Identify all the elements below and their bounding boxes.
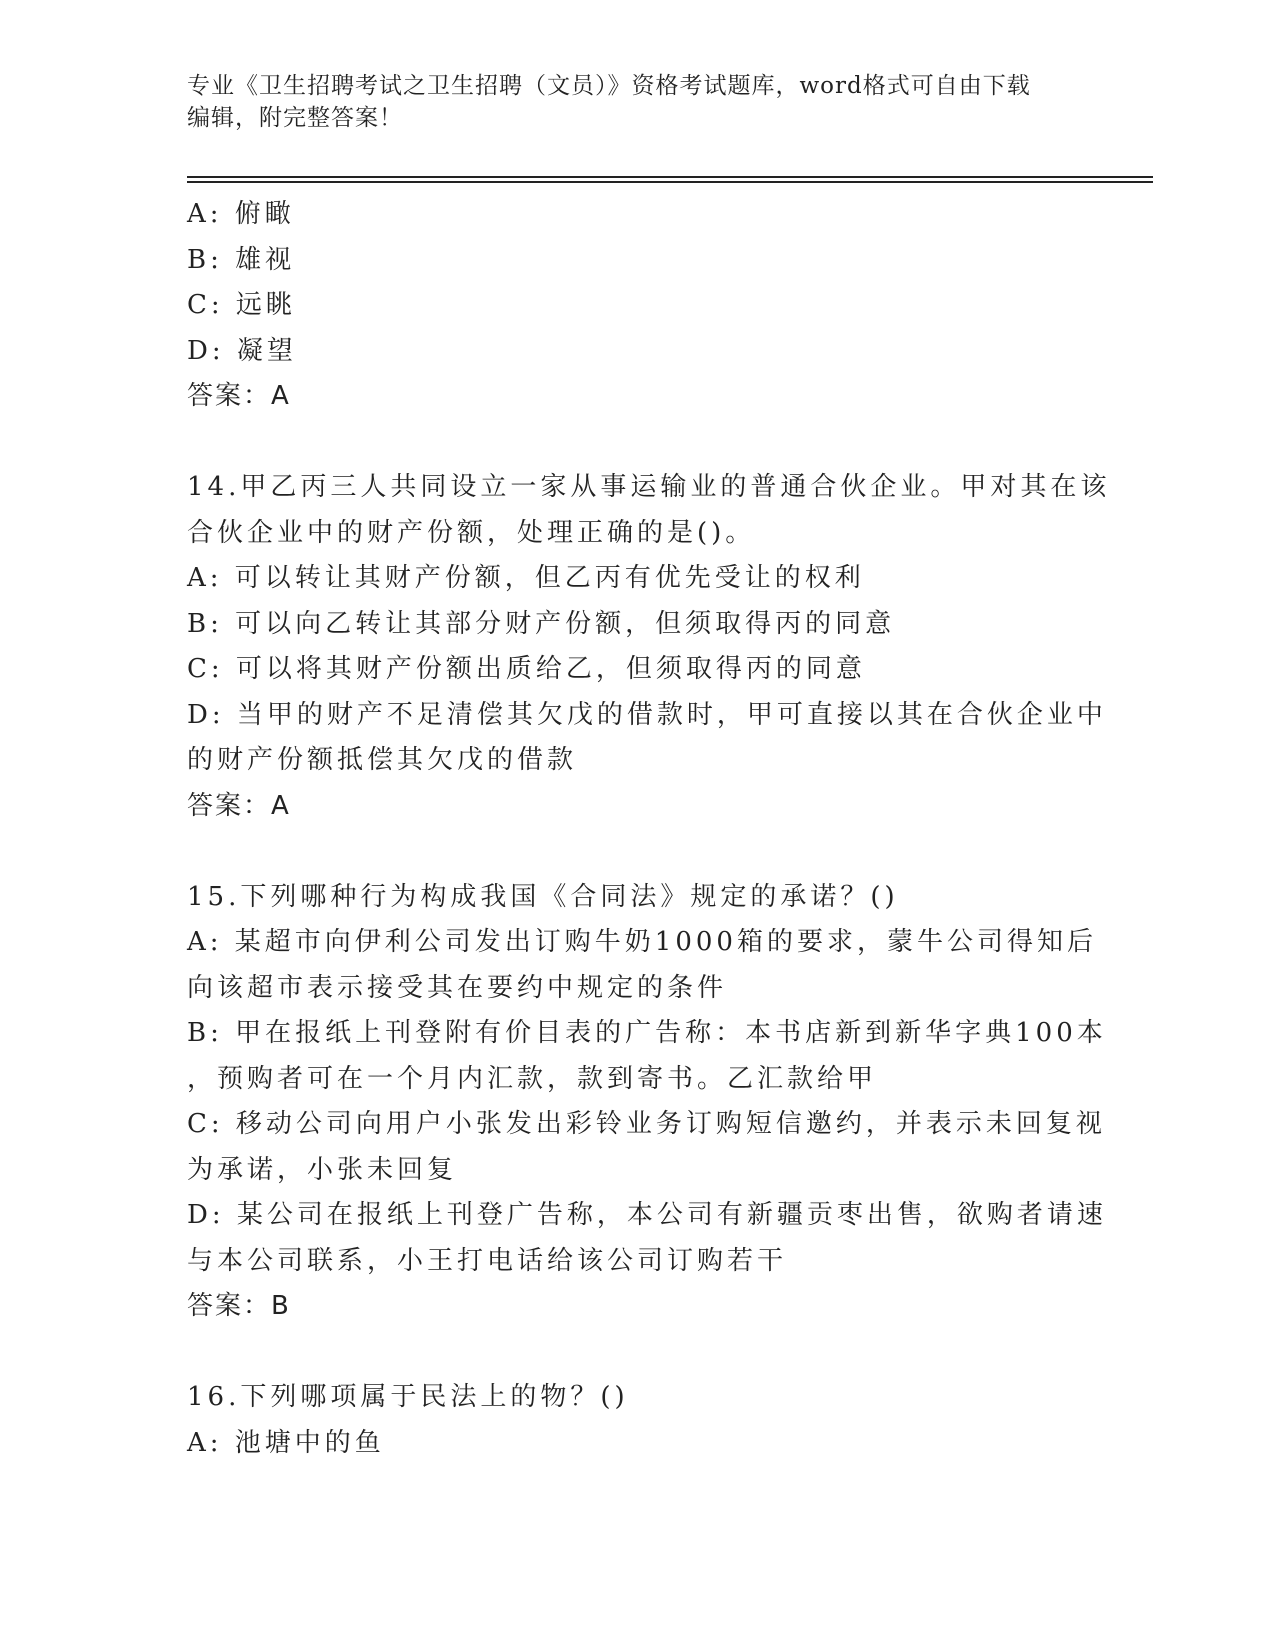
question-stem: 合伙企业中的财产份额，处理正确的是()。 <box>187 517 756 548</box>
answer-line: 答案：A <box>187 790 291 821</box>
option-a: A: 某超市向伊利公司发出订购牛奶1000箱的要求，蒙牛公司得知后 <box>187 927 1097 957</box>
header-divider-top <box>187 176 1153 178</box>
question-16 <box>187 1375 1087 1466</box>
answer-line: 答案：A <box>187 381 291 411</box>
question-content <box>187 192 1111 1466</box>
question-14 <box>187 465 1111 829</box>
question-stem: 16.下列哪项属于民法上的物？() <box>187 1382 629 1412</box>
header-line-2: 编辑，附完整答案！ <box>187 105 403 131</box>
option-d-continued: 的财产份额抵偿其欠戊的借款 <box>187 745 578 775</box>
option-c-continued: 为承诺，小张未回复 <box>187 1154 458 1185</box>
option-d: D: 当甲的财产不足清偿其欠戊的借款时，甲可直接以其在合伙企业中 <box>187 699 1107 730</box>
option-c: C: 远眺 <box>187 290 296 320</box>
option-c: C: 移动公司向用户小张发出彩铃业务订购短信邀约，并表示未回复视 <box>187 1109 1106 1139</box>
document-header <box>187 70 1087 134</box>
question-stem: 15.下列哪种行为构成我国《合同法》规定的承诺？() <box>187 881 899 912</box>
option-b: B: 雄视 <box>187 244 296 275</box>
question-spacer <box>187 1330 1087 1376</box>
option-a: A: 俯瞰 <box>187 199 295 229</box>
header-line-1: 专业《卫生招聘考试之卫生招聘（文员）》资格考试题库，word格式可自由下载 <box>187 73 1031 99</box>
option-a-continued: 向该超市表示接受其在要约中规定的条件 <box>187 972 728 1003</box>
question-stem: 14.甲乙丙三人共同设立一家从事运输业的普通合伙企业。甲对其在该 <box>187 472 1111 502</box>
question-spacer <box>187 420 1087 466</box>
option-d-continued: 与本公司联系，小王打电话给该公司订购若干 <box>187 1245 788 1276</box>
answer-line: 答案：B <box>187 1291 291 1321</box>
header-divider-bottom <box>187 181 1153 183</box>
option-c: C: 可以将其财产份额出质给乙，但须取得丙的同意 <box>187 654 866 684</box>
question-spacer <box>187 829 1087 875</box>
question-15 <box>187 875 1107 1330</box>
option-d: D: 某公司在报纸上刊登广告称，本公司有新疆贡枣出售，欲购者请速 <box>187 1200 1107 1230</box>
option-b-continued: ，预购者可在一个月内汇款，款到寄书。乙汇款给甲 <box>187 1063 878 1094</box>
option-d: D: 凝望 <box>187 335 297 366</box>
option-b: B: 可以向乙转让其部分财产份额，但须取得丙的同意 <box>187 608 896 639</box>
question-13 <box>187 192 1087 420</box>
option-b: B: 甲在报纸上刊登附有价目表的广告称：本书店新到新华字典100本 <box>187 1018 1107 1048</box>
option-a: A: 可以转让其财产份额，但乙丙有优先受让的权利 <box>187 563 865 593</box>
option-a: A: 池塘中的鱼 <box>187 1427 385 1458</box>
